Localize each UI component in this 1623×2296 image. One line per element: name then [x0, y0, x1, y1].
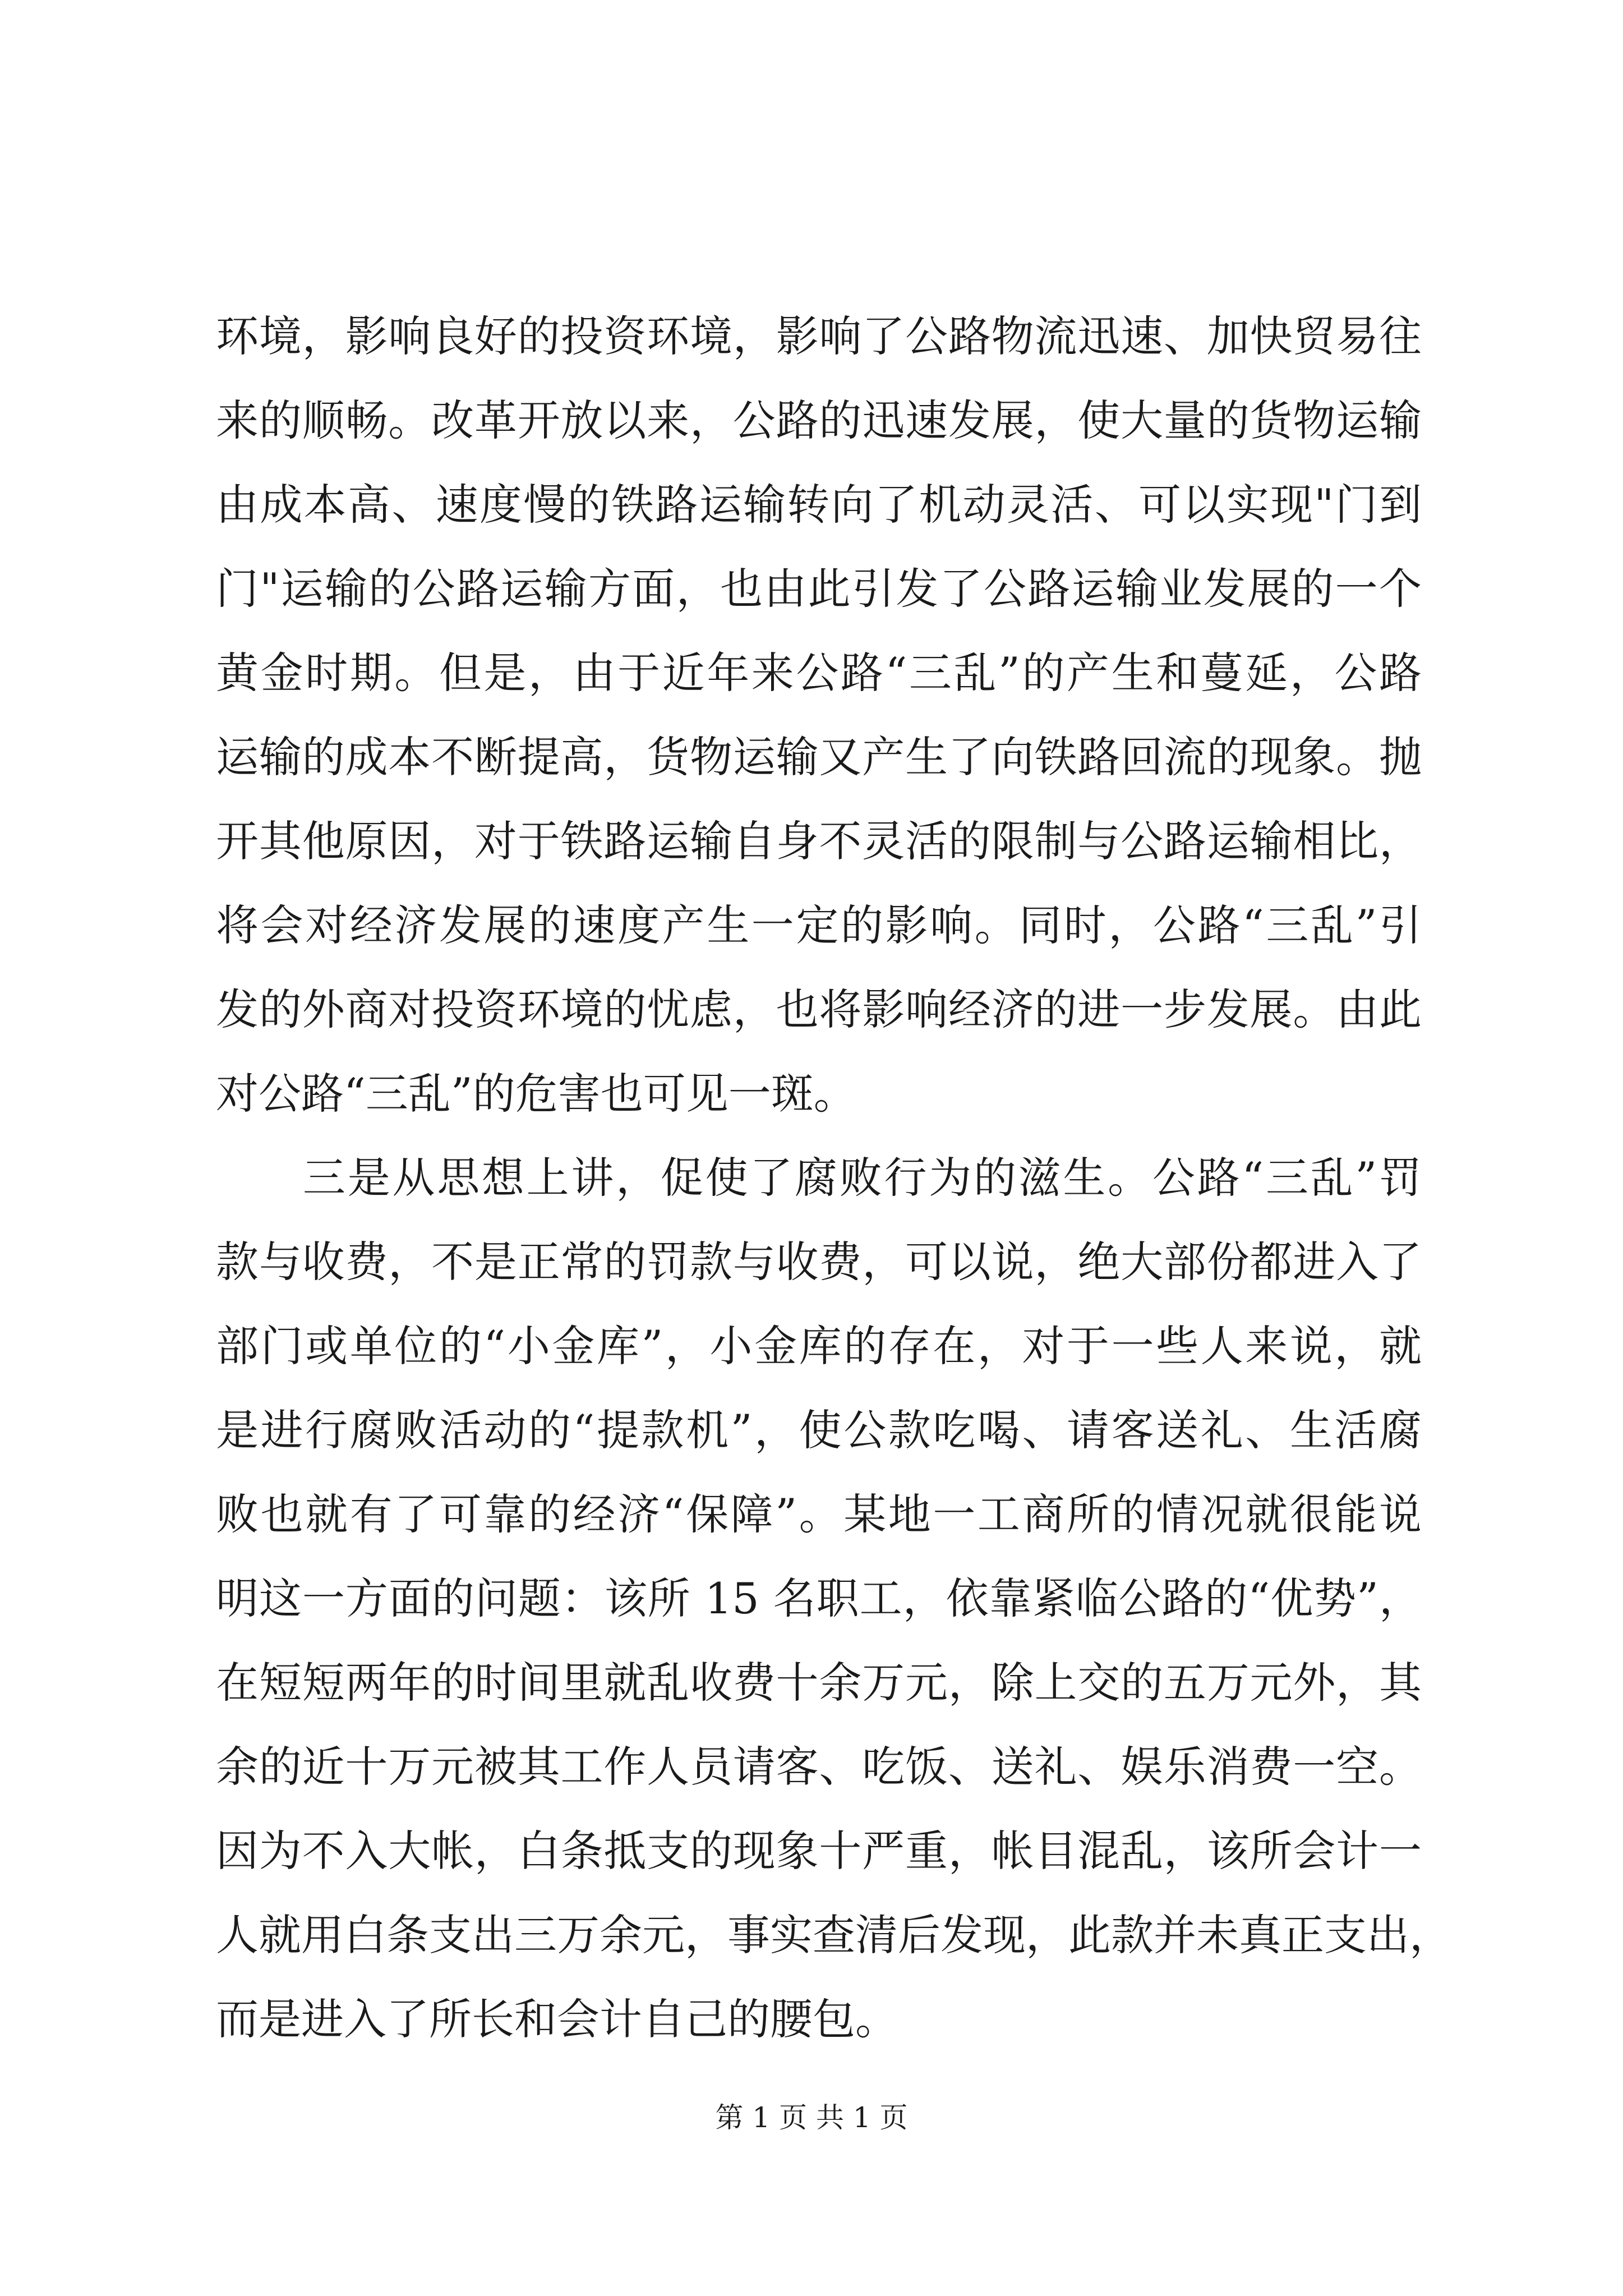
paragraph-1-line-8: 将会对经济发展的速度产生一定的影响。同时，公路“三乱”引 [216, 900, 1422, 950]
page-number-footer: 第 1 页 共 1 页 [715, 2101, 908, 2134]
paragraph-2-line-9: 因为不入大帐，白条抵支的现象十严重，帐目混乱，该所会计一 [216, 1826, 1422, 1876]
paragraph-2-line-7: 在短短两年的时间里就乱收费十余万元，除上交的五万元外，其 [216, 1658, 1422, 1708]
paragraph-1-line-3: 由成本高、速度慢的铁路运输转向了机动灵活、可以实现"门到 [216, 480, 1422, 530]
paragraph-2-line-6: 明这一方面的问题：该所 15 名职工，依靠紧临公路的“优势”， [216, 1573, 1422, 1623]
paragraph-2-line-10: 人就用白条支出三万余元，事实查清后发现，此款并未真正支出， [216, 1910, 1452, 1960]
paragraph-1-line-7: 开其他原因，对于铁路运输自身不灵活的限制与公路运输相比， [216, 816, 1422, 866]
paragraph-2-line-4: 是进行腐败活动的“提款机”，使公款吃喝、请客送礼、生活腐 [216, 1405, 1422, 1455]
paragraph-1-line-4: 门"运输的公路运输方面，也由此引发了公路运输业发展的一个 [216, 564, 1422, 614]
paragraph-1-line-2: 来的顺畅。改革开放以来，公路的迅速发展，使大量的货物运输 [216, 395, 1422, 445]
paragraph-2-line-8: 余的近十万元被其工作人员请客、吃饭、送礼、娱乐消费一空。 [216, 1742, 1422, 1792]
paragraph-1-line-10: 对公路“三乱”的危害也可见一斑。 [216, 1069, 856, 1119]
paragraph-2-line-5: 败也就有了可靠的经济“保障”。某地一工商所的情况就很能说 [216, 1489, 1422, 1539]
paragraph-2-line-11: 而是进入了所长和会计自己的腰包。 [216, 1994, 898, 2044]
paragraph-2-line-2: 款与收费，不是正常的罚款与收费，可以说，绝大部份都进入了 [216, 1237, 1422, 1287]
paragraph-1-line-5: 黄金时期。但是，由于近年来公路“三乱”的产生和蔓延，公路 [216, 648, 1422, 698]
paragraph-1-line-9: 发的外商对投资环境的忧虑，也将影响经济的进一步发展。由此 [216, 984, 1422, 1034]
paragraph-2-line-1: 三是从思想上讲，促使了腐败行为的滋生。公路“三乱”罚 [303, 1153, 1422, 1203]
paragraph-1-line-1: 环境，影响良好的投资环境，影响了公路物流迅速、加快贸易往 [216, 311, 1422, 361]
paragraph-1-line-6: 运输的成本不断提高，货物运输又产生了向铁路回流的现象。抛 [216, 732, 1422, 782]
paragraph-2-line-3: 部门或单位的“小金库”，小金库的存在，对于一些人来说，就 [216, 1321, 1422, 1371]
